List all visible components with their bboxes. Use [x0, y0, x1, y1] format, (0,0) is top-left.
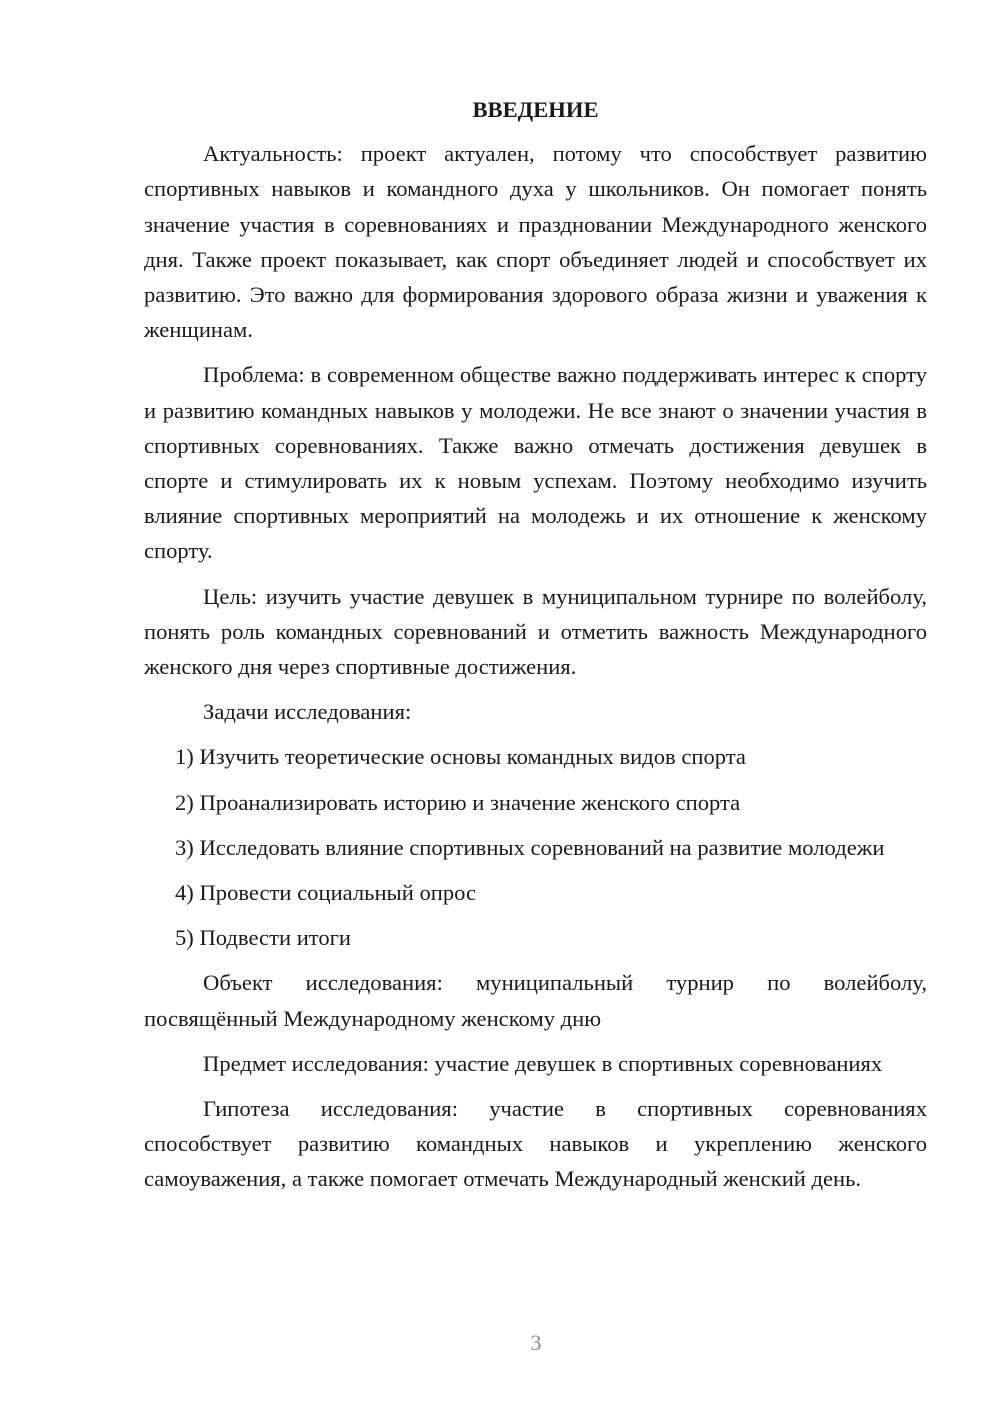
tasks-heading: Задачи исследования:: [203, 699, 412, 725]
page-number: 3: [530, 1330, 542, 1355]
object-paragraph: Объект исследования: муниципальный турнир по волейболу, посвящённый Международному женскому дню: [144, 970, 927, 1031]
task-item: 4) Провести социальный опрос: [175, 880, 477, 906]
subject-paragraph: Предмет исследования: участие девушек в спортивных соревнованиях: [203, 1050, 883, 1076]
task-item: 5) Подвести итоги: [175, 925, 352, 951]
relevance-paragraph: Актуальность: проект актуален, потому что способствует развитию спортивных навыков и командного духа у школьников. Он помогает понять значение участия в соревнованиях и праздновании Международного женского дня. Также проект показывает, как спорт объединяет людей и способствует их развитию. Это важно для формирования здорового образа жизни и уважения к женщинам.: [144, 141, 927, 343]
task-item: 1) Изучить теоретические основы командных видов спорта: [175, 744, 746, 770]
document-page: [144, 92, 927, 1207]
goal-paragraph: Цель: изучить участие девушек в муниципальном турнире по волейболу, понять роль командных соревнований и отметить важность Международного женского дня через спортивные достижения.: [144, 583, 927, 680]
task-item: 2) Проанализировать историю и значение женского спорта: [175, 789, 741, 815]
hypothesis-paragraph: Гипотеза исследования: участие в спортивных соревнованиях способствует развитию командных навыков и укреплению женского самоуважения, а также помогает отмечать Международный женский день.: [144, 1096, 927, 1192]
section-title: ВВЕДЕНИЕ: [472, 97, 599, 122]
problem-paragraph: Проблема: в современном обществе важно поддерживать интерес к спорту и развитию командных навыков у молодежи. Не все знают о значении участия в спортивных соревнованиях. Также важно отмечать достижения девушек в спорте и стимулировать их к новым успехам. Поэтому необходимо изучить влияние спортивных мероприятий на молодежь и их отношение к женскому спорту.: [144, 362, 927, 564]
task-item: 3) Исследовать влияние спортивных соревнований на развитие молодежи: [175, 834, 885, 860]
